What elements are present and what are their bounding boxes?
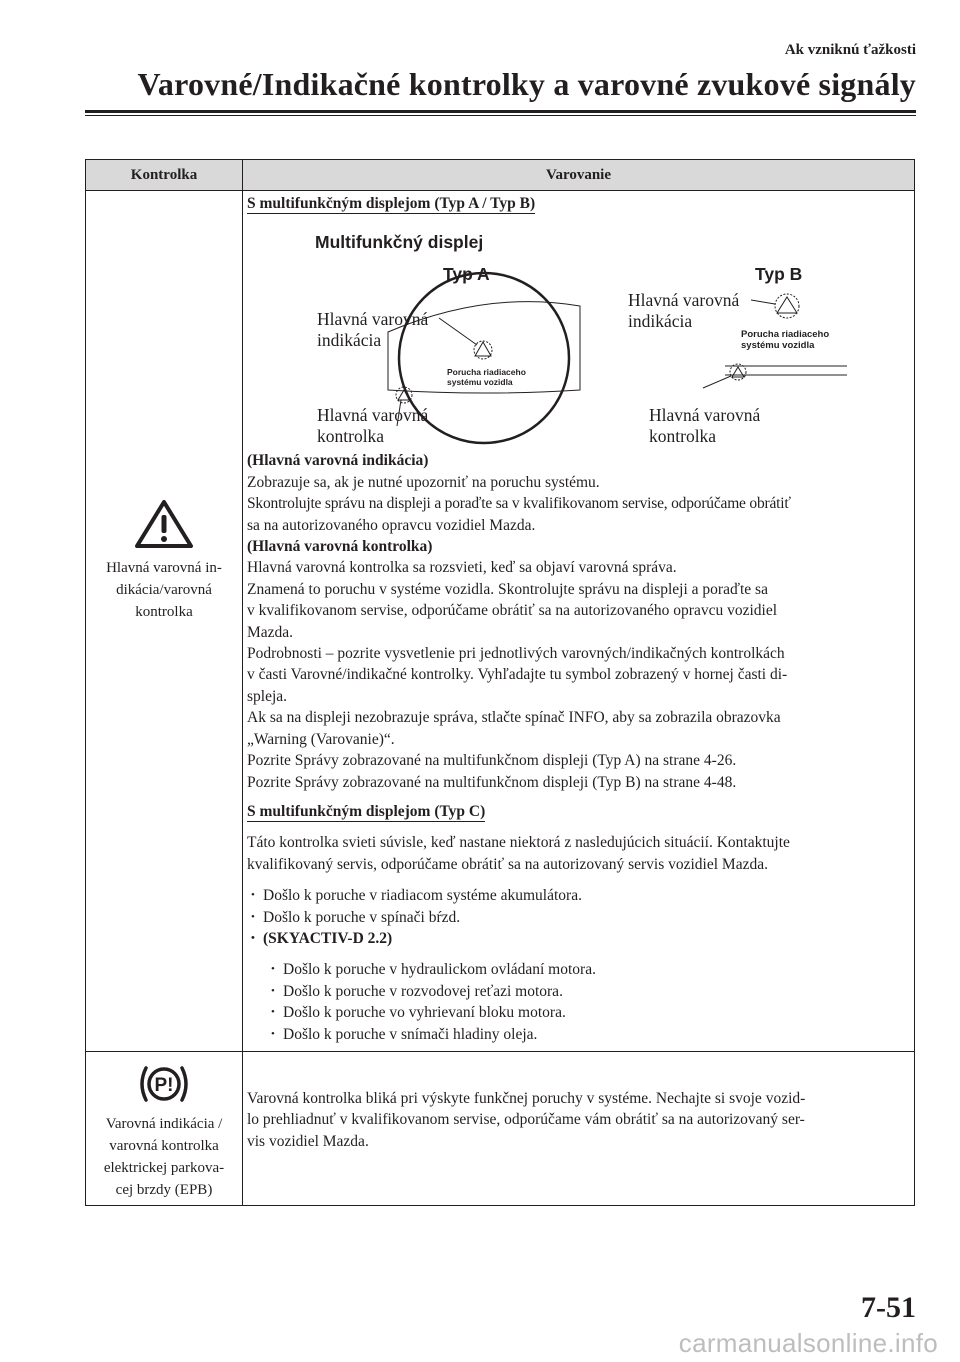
indication-label-b: Hlavná varovná indikácia <box>628 290 740 332</box>
column-header-varovanie: Varovanie <box>243 160 915 191</box>
text-line: (Hlavná varovná kontrolka) <box>247 538 433 556</box>
table-header-row <box>86 160 915 191</box>
text-line: kvalifikovaný servis, odporúčame obrátiť sa na autorizovaný servis vozidiel Mazda. <box>247 855 768 873</box>
indicator-label-line: elektrickej parkova- <box>103 1159 225 1176</box>
text-line: Skontrolujte správu na displeji a poraďte sa v kvalifikovanom servise, odporúčame obrátiť <box>247 495 791 513</box>
indicator-label-line: cej brzdy (EPB) <box>115 1181 213 1198</box>
section-heading-type-c: S multifunkčným displejom (Typ C) <box>247 802 486 820</box>
sub-list-item: • Došlo k poruche vo vyhrievaní bloku motora. <box>247 1002 914 1023</box>
list-item: • Došlo k poruche v spínači bŕzd. <box>247 907 914 928</box>
type-a-label: Typ A <box>443 264 490 285</box>
page-number: 7-51 <box>861 1291 916 1324</box>
text-line: Pozrite Správy zobrazované na multifunkčnom displeji (Typ B) na strane 4-48. <box>247 773 737 791</box>
column-header-kontrolka: Kontrolka <box>86 160 243 191</box>
indicator-label-line: dikácia/varovná <box>116 582 212 599</box>
text-line: v časti Varovné/indikačné kontrolky. Vyhľadajte tu symbol zobrazený v hornej časti di- <box>247 666 788 684</box>
description-cell <box>243 191 915 1052</box>
table-row <box>86 191 915 1052</box>
text-line: Táto kontrolka svieti súvisle, keď nastane niektorá z nasledujúcich situácií. Kontaktujte <box>247 834 790 852</box>
page-title: Varovné/Indikačné kontrolky a varovné zvukové signály <box>137 66 916 102</box>
text-line: „Warning (Varovanie)“. <box>247 730 395 748</box>
description-cell <box>243 1051 915 1205</box>
table-row <box>86 1051 915 1205</box>
text-line: vis vozidiel Mazda. <box>247 1132 369 1150</box>
display-diagram <box>247 218 847 450</box>
type-b-label: Typ B <box>755 264 803 285</box>
text-line: spleja. <box>247 687 288 705</box>
warning-lights-table <box>85 159 915 1206</box>
lamp-label-a: Hlavná varovná kontrolka <box>317 405 429 447</box>
section-title: Ak vzniknú ťažkosti <box>784 42 916 58</box>
indicator-label-line: varovná kontrolka <box>109 1137 219 1154</box>
list-item: • (SKYACTIV-D 2.2) <box>247 928 914 949</box>
text-line: Varovná kontrolka bliká pri výskyte funkčnej poruchy v systéme. Nechajte si svoje vozid- <box>247 1089 806 1107</box>
indicator-label-line: kontrolka <box>135 604 193 621</box>
text-line: Zobrazuje sa, ak je nutné upozorniť na poruchu systému. <box>247 473 600 491</box>
header-rule-thin <box>85 115 916 116</box>
watermark: carmanualsonline.info <box>678 1328 938 1358</box>
section-heading-type-ab: S multifunkčným displejom (Typ A / Typ B) <box>247 195 536 212</box>
screen-message-b: Porucha riadiaceho systému vozidla <box>741 329 830 352</box>
warning-triangle-icon <box>133 498 195 550</box>
sub-list-item: • Došlo k poruche v snímači hladiny oleja. <box>247 1024 914 1045</box>
epb-warning-icon <box>136 1062 192 1106</box>
indicator-cell <box>86 1051 243 1205</box>
text-line: Podrobnosti – pozrite vysvetlenie pri jednotlivých varovných/indikačných kontrolkách <box>247 645 785 663</box>
sub-list-item: • Došlo k poruche v rozvodovej reťazi motora. <box>247 981 914 1002</box>
sub-list-item: • Došlo k poruche v hydraulickom ovládaní motora. <box>247 959 914 980</box>
text-line: Znamená to poruchu v systéme vozidla. Skontrolujte správu na displeji a poraďte sa <box>247 580 768 598</box>
diagram-title: Multifunkčný displej <box>315 232 484 253</box>
text-line: (Hlavná varovná indikácia) <box>247 452 429 470</box>
text-line: v kvalifikovanom servise, odporúčame obrátiť sa na autorizovaného opravcu vozidiel <box>247 602 778 620</box>
text-line: lo prehliadnuť v kvalifikovanom servise, odporúčame vám obrátiť sa na autorizovaný ser- <box>247 1111 805 1129</box>
lamp-label-b: Hlavná varovná kontrolka <box>649 405 761 447</box>
indicator-cell <box>86 191 243 1052</box>
svg-text:P!: P! <box>154 1074 174 1096</box>
text-line: Hlavná varovná kontrolka sa rozsvieti, keď sa objaví varovná správa. <box>247 559 677 577</box>
header-rule <box>85 110 916 113</box>
text-line: sa na autorizovaného opravcu vozidiel Mazda. <box>247 516 536 534</box>
text-line: Pozrite Správy zobrazované na multifunkčnom displeji (Typ A) na strane 4-26. <box>247 752 737 770</box>
text-line: Ak sa na displeji nezobrazuje správa, stlačte spínač INFO, aby sa zobrazila obrazovka <box>247 709 781 727</box>
indication-label-a: Hlavná varovná indikácia <box>317 309 429 351</box>
screen-message-a: Porucha riadiaceho systému vozidla <box>447 367 526 388</box>
indicator-label-line: Hlavná varovná in- <box>106 560 222 577</box>
indicator-label-line: Varovná indikácia / <box>105 1115 223 1132</box>
text-line: Mazda. <box>247 623 294 641</box>
paragraph-block <box>247 450 914 793</box>
list-item: • Došlo k poruche v riadiacom systéme akumulátora. <box>247 885 914 906</box>
